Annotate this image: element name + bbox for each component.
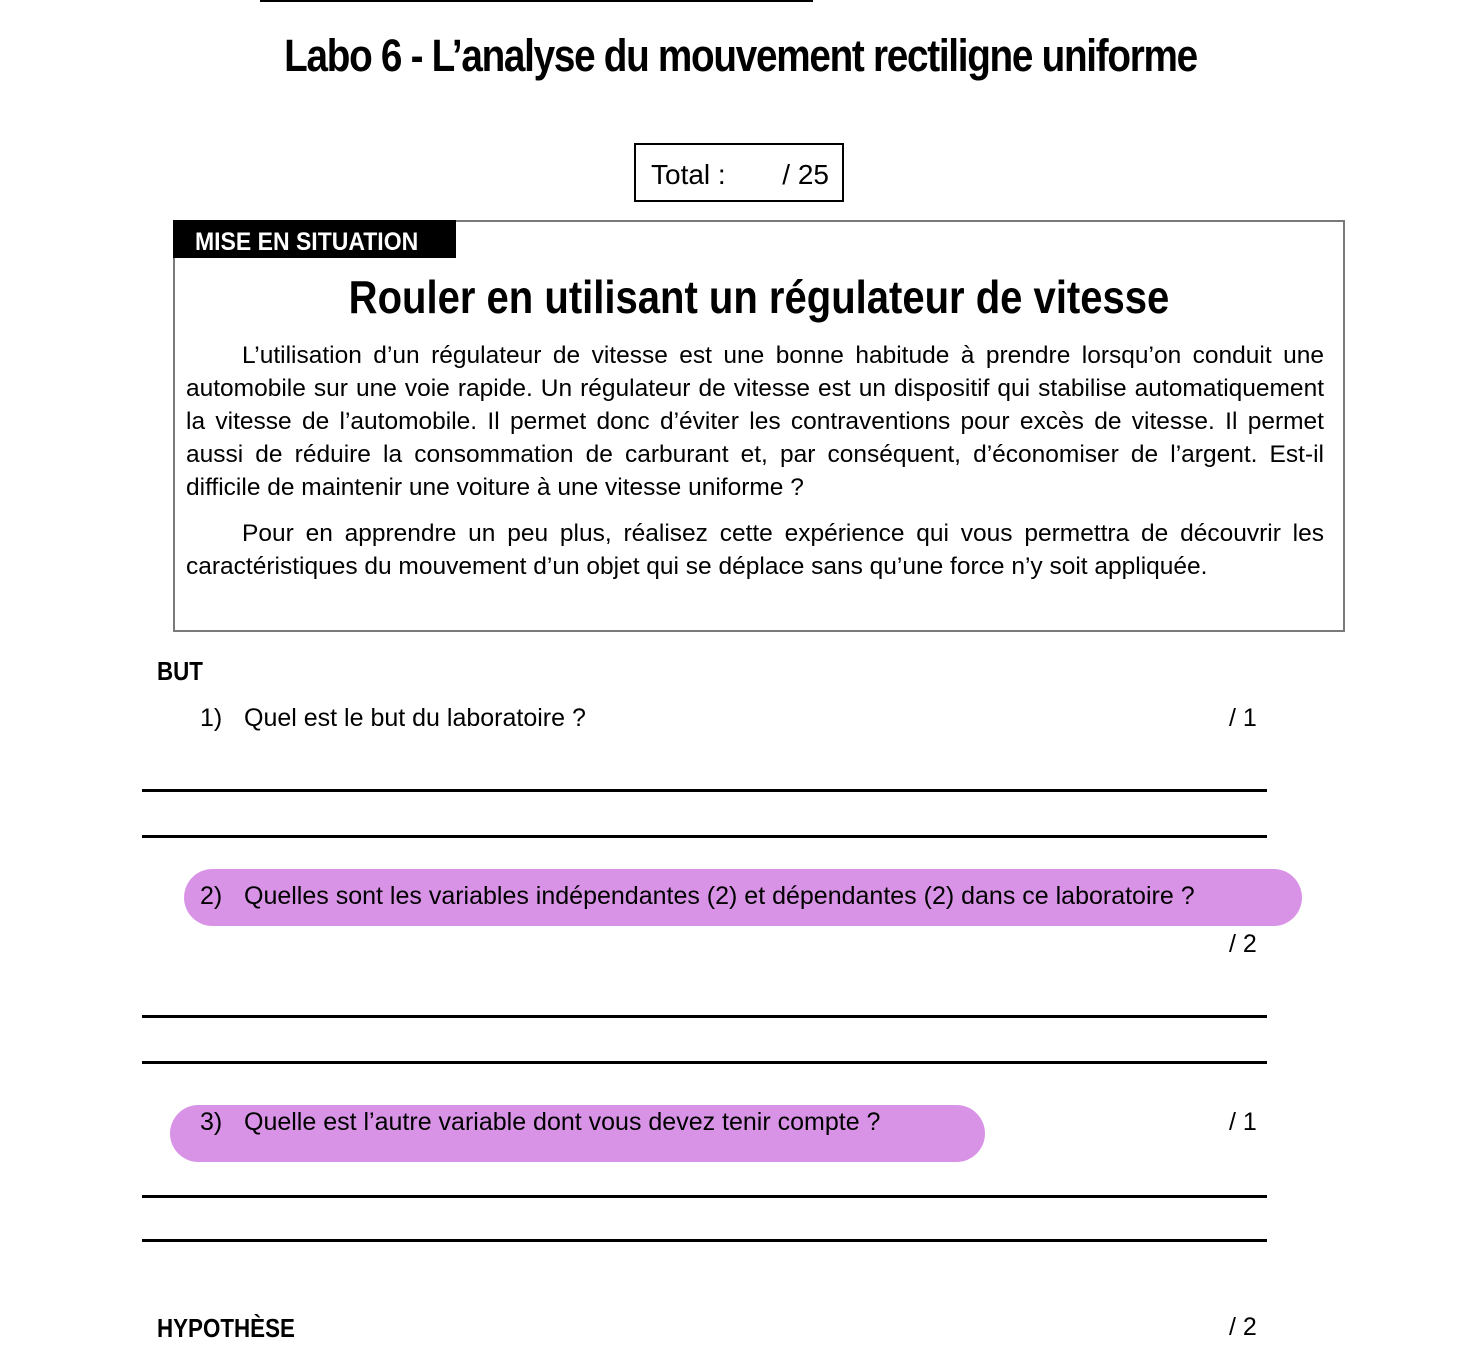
header-rule xyxy=(260,0,813,2)
question-number: 3) xyxy=(200,1108,223,1136)
answer-line[interactable] xyxy=(142,1015,1267,1018)
but-heading: BUT xyxy=(157,656,203,686)
question-3 xyxy=(200,1108,960,1138)
situation-heading: Rouler en utilisant un régulateur de vitesse xyxy=(348,271,1170,323)
question-2 xyxy=(200,882,1280,912)
page-title: Labo 6 - L’analyse du mouvement rectiligne uniforme xyxy=(284,30,1197,81)
answer-line[interactable] xyxy=(142,789,1267,792)
question-1-score: / 1 xyxy=(1229,704,1257,732)
hypothese-heading: HYPOTHÈSE xyxy=(157,1313,295,1343)
question-1 xyxy=(200,704,800,734)
situation-paragraph-1 xyxy=(186,339,1324,504)
question-number: 1) xyxy=(200,704,223,732)
total-score-box xyxy=(634,143,844,202)
situation-tag xyxy=(173,220,456,258)
question-3-score: / 1 xyxy=(1229,1108,1257,1136)
question-text: Quel est le but du laboratoire ? xyxy=(244,704,586,732)
situation-tag-label: MISE EN SITUATION xyxy=(195,228,419,256)
answer-line[interactable] xyxy=(142,835,1267,838)
question-2-score: / 2 xyxy=(1229,930,1257,958)
paragraph-text: L’utilisation d’un régulateur de vitesse est une bonne habitude à prendre lorsqu’on conduit une automobile sur une voie rapide. Un régulateur de vitesse est un dispositif qui stabilise automatiquement la vitesse de l’automobile. Il permet donc d’éviter les contraventions pour excès de vitesse. Il permet aussi de réduire la consommation de carburant et, par conséquent, d’économiser de l’argent. Est-il difficile de maintenir une voiture à une vitesse uniforme ? xyxy=(186,342,1324,501)
answer-line[interactable] xyxy=(142,1239,1267,1242)
situation-paragraph-2 xyxy=(186,517,1324,583)
total-label: Total : xyxy=(651,159,726,190)
hypothese-score: / 2 xyxy=(1229,1313,1257,1341)
answer-line[interactable] xyxy=(142,1061,1267,1064)
question-text: Quelles sont les variables indépendantes (2) et dépendantes (2) dans ce laboratoire ? xyxy=(244,882,1195,910)
total-value: / 25 xyxy=(782,159,829,190)
question-number: 2) xyxy=(200,882,223,910)
question-text: Quelle est l’autre variable dont vous devez tenir compte ? xyxy=(244,1108,881,1136)
answer-line[interactable] xyxy=(142,1195,1267,1198)
paragraph-text: Pour en apprendre un peu plus, réalisez cette expérience qui vous permettra de découvrir les caractéristiques du mouvement d’un objet qui se déplace sans qu’une force n’y soit appliquée. xyxy=(186,520,1324,580)
